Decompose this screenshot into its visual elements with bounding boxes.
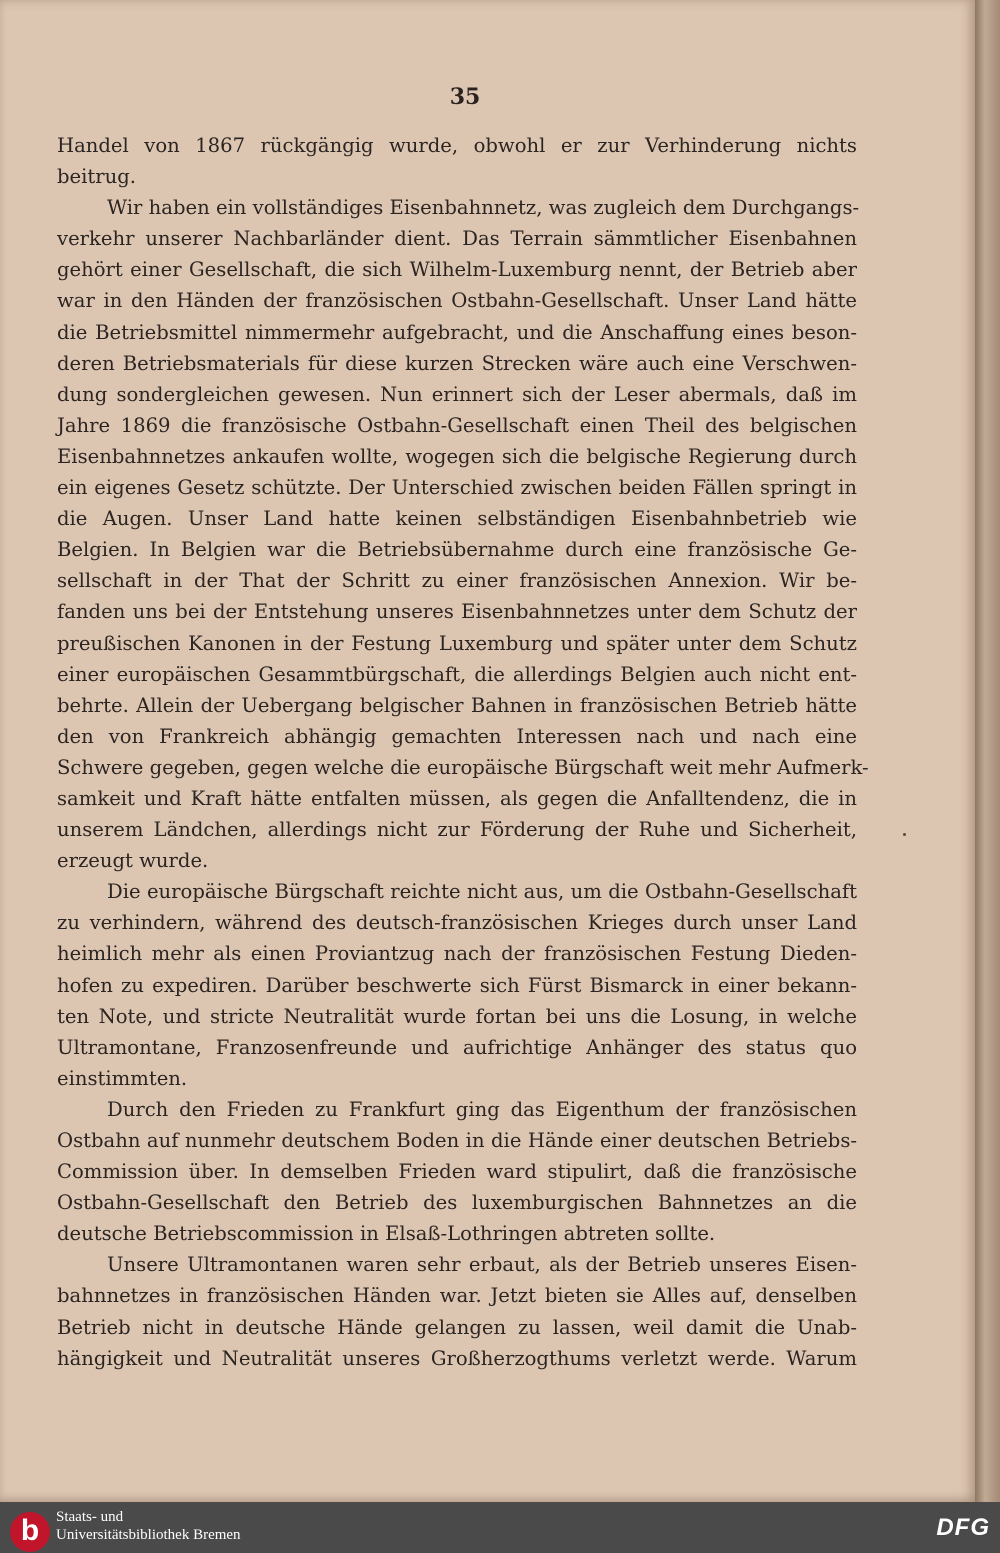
paper-speck	[903, 833, 906, 836]
text-line: Ostbahn-Gesellschaft den Betrieb des luxemburgischen Bahnnetzes an die	[57, 1191, 857, 1215]
text-line: Ultramontane, Franzosenfreunde und aufrichtige Anhänger des status quo	[57, 1035, 857, 1059]
text-line: preußischen Kanonen in der Festung Luxemburg und später unter dem Schutz	[57, 631, 857, 655]
text-line: ten Note, und stricte Neutralität wurde fortan bei uns die Losung, in welche	[57, 1004, 857, 1028]
text-line: Belgien. In Belgien war die Betriebsübernahme durch eine französische Ge-	[57, 538, 857, 562]
text-line: sellschaft in der That der Schritt zu einer französischen Annexion. Wir be-	[57, 569, 857, 593]
text-line: verkehr unserer Nachbarländer dient. Das Terrain sämmtlicher Eisenbahnen	[57, 227, 857, 251]
text-line: deren Betriebsmaterials für diese kurzen Strecken wäre auch eine Verschwen-	[57, 351, 857, 375]
text-line: Commission über. In demselben Frieden ward stipulirt, daß die französische	[57, 1160, 857, 1184]
text-line: unserem Ländchen, allerdings nicht zur Förderung der Ruhe und Sicherheit,	[57, 818, 857, 842]
text-line: gehört einer Gesellschaft, die sich Wilhelm-Luxemburg nennt, der Betrieb aber	[57, 258, 857, 282]
text-line: Unsere Ultramontanen waren sehr erbaut, als der Betrieb unseres Eisen-	[107, 1253, 857, 1277]
page-number: 35	[449, 84, 481, 110]
text-line: Ostbahn auf nunmehr deutschem Boden in die Hände einer deutschen Betriebs-	[57, 1129, 857, 1152]
text-line: hängigkeit und Neutralität unseres Großherzogthums verletzt werde. Warum	[57, 1346, 857, 1370]
text-line: behrte. Allein der Uebergang belgischer Bahnen in französischen Betrieb hätte	[57, 693, 857, 717]
viewer-footer	[0, 1502, 1000, 1553]
text-line: heimlich mehr als einen Proviantzug nach der französischen Festung Dieden-	[57, 942, 857, 966]
library-name-line2: Universitätsbibliothek Bremen	[56, 1527, 241, 1543]
text-line: die Betriebsmittel nimmermehr aufgebracht, und die Anschaffung eines beson-	[57, 320, 857, 344]
text-line: Jahre 1869 die französische Ostbahn-Gesellschaft einen Theil des belgischen	[57, 413, 857, 437]
text-line: deutsche Betriebscommission in Elsaß-Lothringen abtreten sollte.	[57, 1222, 716, 1246]
text-line: Die europäische Bürgschaft reichte nicht aus, um die Ostbahn-Gesellschaft	[107, 880, 857, 904]
text-line: Eisenbahnnetzes ankaufen wollte, wogegen sich die belgische Regierung durch	[57, 444, 857, 468]
text-line: den von Frankreich abhängig gemachten Interessen nach und nach eine	[57, 724, 857, 748]
text-line: Betrieb nicht in deutsche Hände gelangen zu lassen, weil damit die Unab-	[57, 1315, 857, 1339]
text-line: Durch den Frieden zu Frankfurt ging das Eigenthum der französischen	[107, 1097, 857, 1121]
text-line: samkeit und Kraft hätte entfalten müssen, als gegen die Anfalltendenz, die in	[57, 786, 857, 810]
text-line: beitrug.	[57, 165, 137, 189]
text-line: ein eigenes Gesetz schützte. Der Unterschied zwischen beiden Fällen springt in	[57, 476, 857, 500]
text-line: dung sondergleichen gewesen. Nun erinnert sich der Leser abermals, daß im	[57, 382, 857, 406]
page-edge	[975, 0, 1000, 1502]
text-line: zu verhindern, während des deutsch-französischen Krieges durch unser Land	[57, 911, 857, 935]
dfg-logo[interactable]: DFG	[936, 1514, 990, 1541]
text-line: erzeugt wurde.	[57, 849, 209, 873]
body-text	[57, 130, 869, 1374]
text-line: die Augen. Unser Land hatte keinen selbständigen Eisenbahnbetrieb wie	[57, 507, 857, 531]
library-name[interactable]	[56, 1508, 241, 1544]
text-line: einstimmten.	[57, 1066, 188, 1090]
library-name-line1: Staats- und	[56, 1509, 124, 1525]
text-line: bahnnetzes in französischen Händen war. Jetzt bieten sie Alles auf, denselben	[57, 1284, 857, 1308]
text-line: fanden uns bei der Entstehung unseres Eisenbahnnetzes unter dem Schutz der	[57, 600, 857, 624]
text-line: Schwere gegeben, gegen welche die europäische Bürgschaft weit mehr Aufmerk-	[57, 755, 869, 779]
text-line: Wir haben ein vollständiges Eisenbahnnetz, was zugleich dem Durchgangs-	[107, 196, 860, 220]
text-line: hofen zu expediren. Darüber beschwerte sich Fürst Bismarck in einer bekann-	[57, 973, 857, 997]
text-line: war in den Händen der französischen Ostbahn-Gesellschaft. Unser Land hätte	[57, 289, 857, 313]
library-logo-icon[interactable]: b	[10, 1512, 50, 1552]
text-line: Handel von 1867 rückgängig wurde, obwohl er zur Verhinderung nichts	[57, 134, 857, 157]
text-line: einer europäischen Gesammtbürgschaft, die allerdings Belgien auch nicht ent-	[57, 662, 857, 686]
